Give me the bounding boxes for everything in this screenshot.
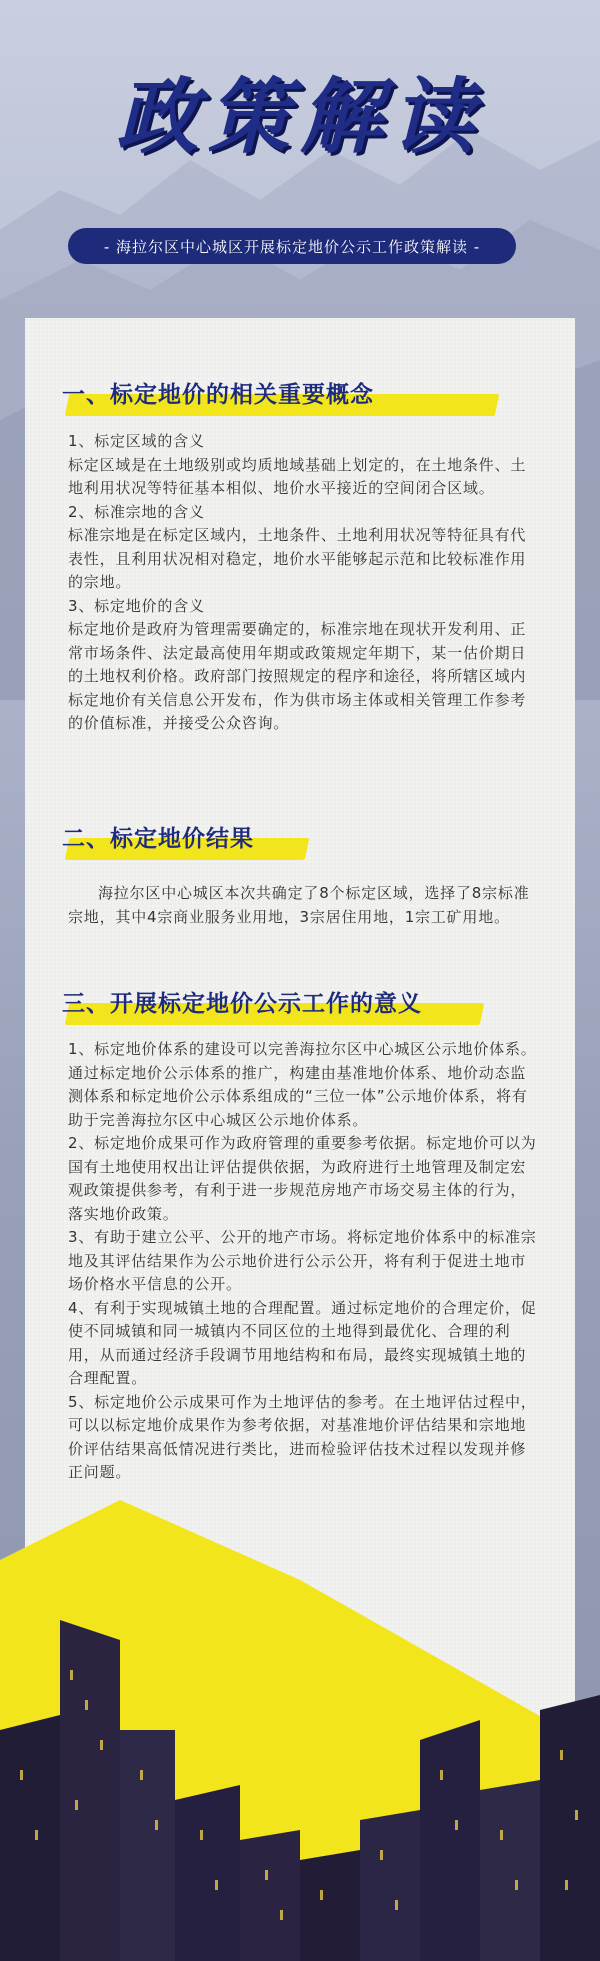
paragraph: 3、标定地价的含义 [68, 596, 205, 615]
section-title: 三、开展标定地价公示工作的意义 [62, 991, 422, 1017]
paragraph: 标定区域是在土地级别或均质地域基础上划定的，在土地条件、土地利用状况等特征基本相似、地价水平接近的空间闭合区域。 [68, 455, 527, 497]
page-title: 政策解读 [116, 70, 484, 165]
section-title: 一、标定地价的相关重要概念 [62, 382, 374, 408]
paragraph: 标定地价是政府为管理需要确定的，标准宗地在现状开发利用、正常市场条件、法定最高使用年期或政策规定年期下，某一估价期日的土地权利价格。政府部门按照规定的程序和途径，将所辖区域内标定地价有关信息公开发布，作为供市场主体或相关管理工作参考的价值标准，并接受公众咨询。 [68, 620, 527, 732]
section-body-significance [68, 1038, 538, 1485]
paragraph: 1、标定地价体系的建设可以完善海拉尔区中心城区公示地价体系。通过标定地价公示体系的推广，构建由基准地价体系、地价动态监测体系和标定地价公示体系组成的“三位一体”公示地价体系，将有助于完善海拉尔区中心城区公示地价体系。 [68, 1040, 537, 1129]
paragraph: 5、标定地价公示成果可作为土地评估的参考。在土地评估过程中，可以以标定地价成果作为参考依据，对基准地价评估结果和宗地地价评估结果高低情况进行类比，进而检验评估技术过程以发现并修正问题。 [68, 1392, 537, 1481]
section-heading-results [62, 820, 254, 862]
paragraph: 2、标定地价成果可作为政府管理的重要参考依据。标定地价可以为国有土地使用权出让评估提供依据，为政府进行土地管理及制定宏观政策提供参考，有利于进一步规范房地产市场交易主体的行为，落实地价政策。 [68, 1134, 537, 1223]
paragraph: 4、有利于实现城镇土地的合理配置。通过标定地价的合理定价，促使不同城镇和同一城镇内不同区位的土地得到最优化、合理的利用，从而通过经济手段调节用地结构和布局，最终实现城镇土地的合理配置。 [68, 1298, 537, 1387]
paragraph: 3、有助于建立公平、公开的地产市场。将标定地价体系中的标准宗地及其评估结果作为公示地价进行公示公开，将有利于促进土地市场价格水平信息的公开。 [68, 1228, 537, 1293]
section-body-concepts [68, 430, 538, 736]
section-title: 二、标定地价结果 [62, 826, 254, 852]
section-heading-significance [62, 985, 422, 1027]
section-heading-concepts [62, 376, 374, 418]
paragraph: 2、标准宗地的含义 [68, 502, 205, 521]
paragraph: 1、标定区域的含义 [68, 432, 205, 450]
section-body-results [68, 882, 538, 929]
subtitle-banner: - 海拉尔区中心城区开展标定地价公示工作政策解读 - [68, 228, 516, 264]
paragraph: 标准宗地是在标定区域内，土地条件、土地利用状况等特征具有代表性，且利用状况相对稳定，地价水平能够起示范和比较标准作用的宗地。 [68, 526, 527, 591]
city-skyline-illustration [0, 1500, 600, 1961]
paragraph: 海拉尔区中心城区本次共确定了8个标定区域，选择了8宗标准宗地，其中4宗商业服务业用地，3宗居住用地，1宗工矿用地。 [68, 884, 530, 926]
